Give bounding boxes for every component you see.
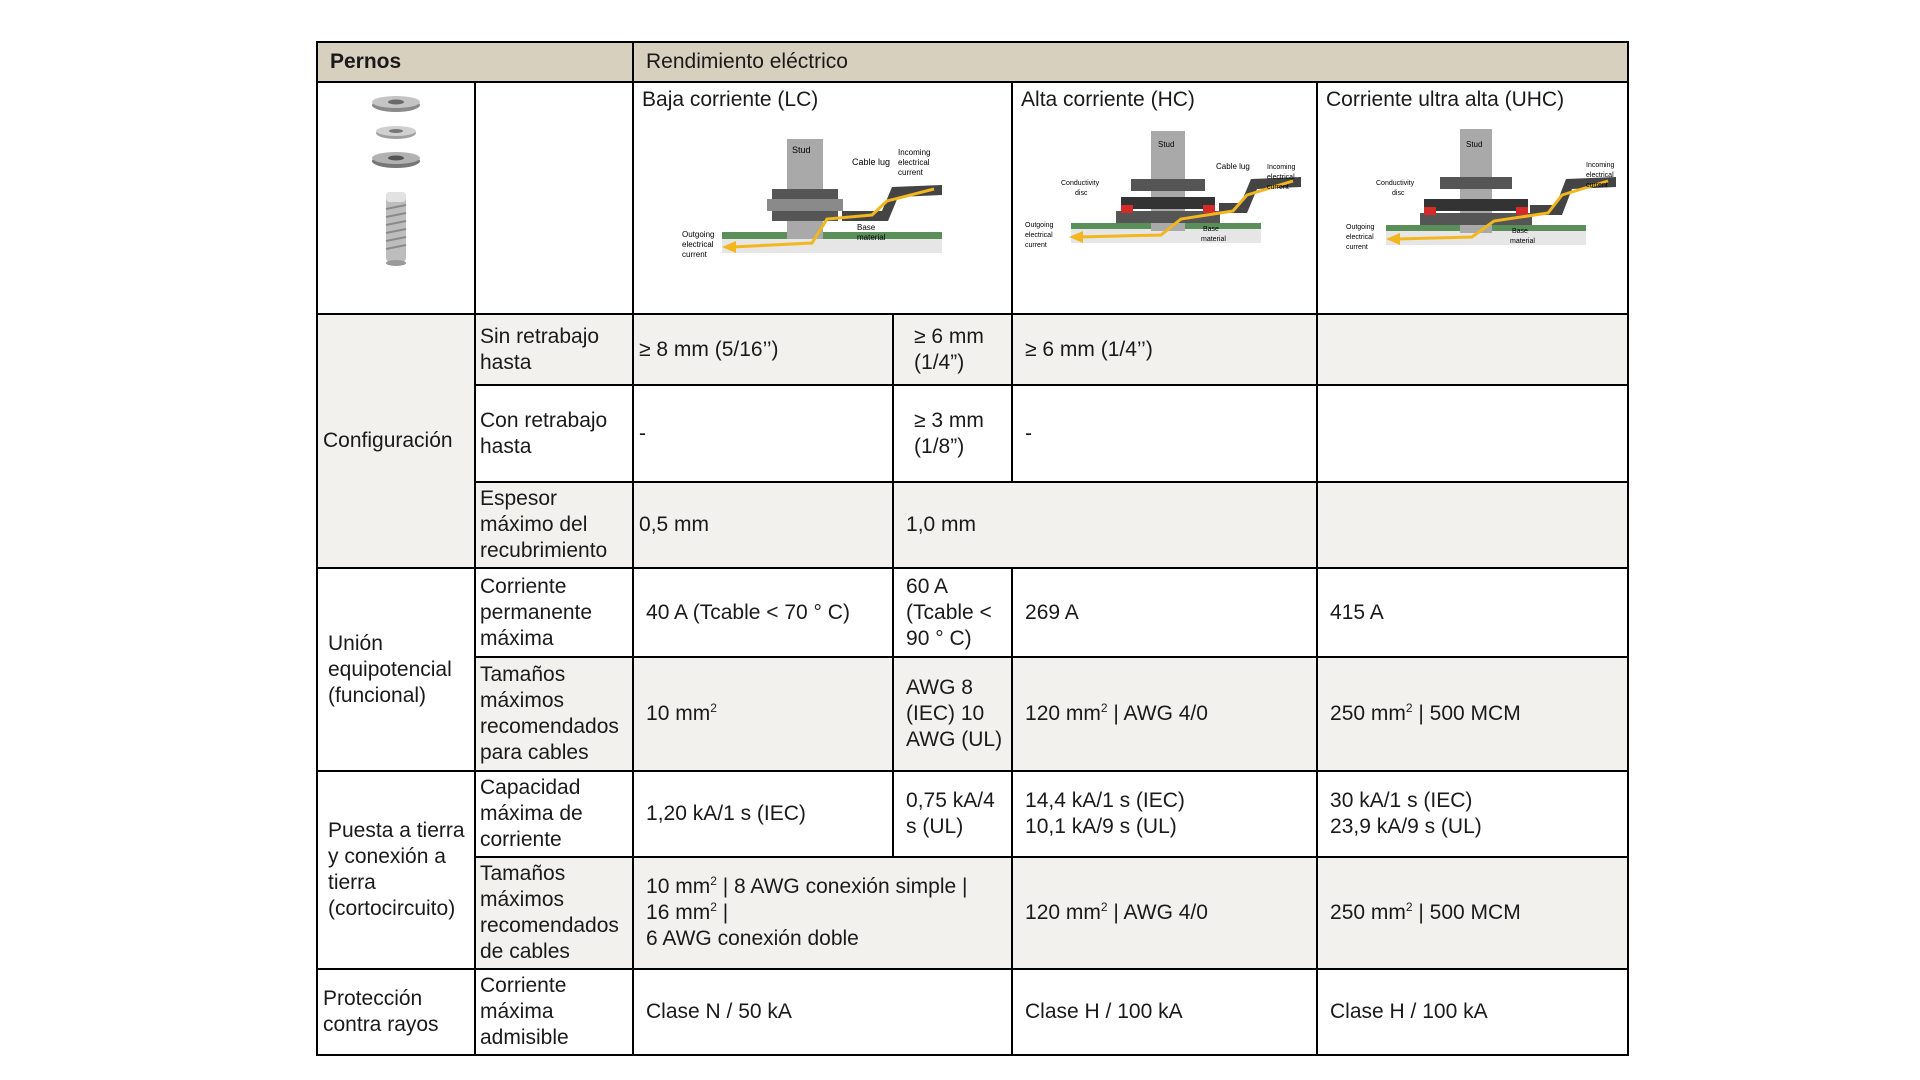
cell-sin-retrabajo-hc: ≥ 6 mm (1/4’’) xyxy=(1012,314,1317,385)
value-line-3: 6 AWG conexión doble xyxy=(646,927,859,950)
value-text: 120 mm xyxy=(1025,901,1101,924)
uhc-diagram xyxy=(1326,119,1621,269)
cell-tamanos-func-lc-a xyxy=(633,657,893,771)
superscript: 2 xyxy=(710,874,717,888)
uhc-base-label-1: Base xyxy=(1512,228,1528,235)
hc-incoming-label-2: electrical xyxy=(1267,174,1295,181)
uhc-outgoing-label-3: current xyxy=(1346,244,1368,251)
superscript: 2 xyxy=(1100,900,1108,914)
value-text: 10 mm xyxy=(646,702,711,725)
row-label-capacidad: Capacidad máxima de corriente xyxy=(475,771,633,857)
hc-column-title: Alta corriente (HC) xyxy=(1021,88,1195,111)
cell-con-retrabajo-lc-b: ≥ 3 mm (1/8”) xyxy=(893,385,1012,482)
uhc-conductivity-label-1: Conductivity xyxy=(1376,180,1415,187)
uhc-column-title: Corriente ultra alta (UHC) xyxy=(1326,88,1565,111)
incoming-label-1: Incoming xyxy=(898,148,931,157)
value-text: | AWG 4/0 xyxy=(1107,702,1208,725)
incoming-label-3: current xyxy=(898,168,923,177)
hc-diagram xyxy=(1021,119,1311,269)
value-line-2: 23,9 kA/9 s (UL) xyxy=(1330,815,1482,838)
value-text: | AWG 4/0 xyxy=(1107,901,1208,924)
spec-table xyxy=(316,41,1629,1056)
empty-cell xyxy=(475,82,633,314)
cell-capacidad-hc xyxy=(1012,771,1317,857)
group-puesta-a-tierra: Puesta a tierra y conexión a tierra (cortocircuito) xyxy=(317,771,475,969)
value-line-1: 30 kA/1 s (IEC) xyxy=(1330,789,1473,812)
hc-outgoing-label-2: electrical xyxy=(1025,232,1053,239)
cell-corriente-perm-lc-a: 40 A (Tcable < 70 ° C) xyxy=(633,568,893,657)
cell-sin-retrabajo-lc-a: ≥ 8 mm (5/16’’) xyxy=(633,314,893,385)
base-label-2: material xyxy=(857,233,886,242)
row-label-sin-retrabajo: Sin retrabajo hasta xyxy=(475,314,633,385)
uhc-outgoing-label-1: Outgoing xyxy=(1346,224,1375,231)
header-rendimiento: Rendimiento eléctrico xyxy=(633,42,1628,82)
cell-rayos-lc: Clase N / 50 kA xyxy=(633,969,1012,1055)
header-pernos: Pernos xyxy=(317,42,633,82)
row-label-corriente-admisible: Corriente máxima admisible xyxy=(475,969,633,1055)
superscript: 2 xyxy=(710,900,717,914)
hc-column-cell xyxy=(1012,82,1317,314)
uhc-incoming-label-3: current xyxy=(1586,182,1608,189)
cell-corriente-perm-lc-b: 60 A (Tcable < 90 ° C) xyxy=(893,568,1012,657)
cell-espesor-lc-b: 1,0 mm xyxy=(893,482,1317,568)
cell-tamanos-func-hc xyxy=(1012,657,1317,771)
cell-tamanos-func-lc-b: AWG 8 (IEC) 10 AWG (UL) xyxy=(893,657,1012,771)
outgoing-label-1: Outgoing xyxy=(682,230,715,239)
superscript: 2 xyxy=(1405,701,1413,715)
hc-cable-lug-label: Cable lug xyxy=(1216,162,1250,171)
cell-espesor-lc-a: 0,5 mm xyxy=(633,482,893,568)
base-label-1: Base xyxy=(857,223,876,232)
cell-corriente-perm-hc: 269 A xyxy=(1012,568,1317,657)
row-label-tamanos-cc: Tamaños máximos recomendados de cables xyxy=(475,857,633,969)
value-text: | 500 MCM xyxy=(1412,901,1521,924)
uhc-conductivity-label-2: disc xyxy=(1392,190,1405,197)
row-label-corriente-permanente: Corriente permanente máxima xyxy=(475,568,633,657)
incoming-label-2: electrical xyxy=(898,158,930,167)
group-union-equipotencial: Unión equipotencial (funcional) xyxy=(317,568,475,771)
hc-base-label-1: Base xyxy=(1203,226,1219,233)
hc-outgoing-label-3: current xyxy=(1025,242,1047,249)
cell-capacidad-uhc xyxy=(1317,771,1628,857)
value-line-1: 14,4 kA/1 s (IEC) xyxy=(1025,789,1185,812)
group-proteccion-rayos: Protección contra rayos xyxy=(317,969,475,1055)
stud-label: Stud xyxy=(792,145,811,155)
value-text: 250 mm xyxy=(1330,702,1406,725)
cell-espesor-uhc xyxy=(1317,482,1628,568)
hc-stud-label: Stud xyxy=(1158,140,1175,149)
outgoing-label-3: current xyxy=(682,250,707,259)
superscript: 2 xyxy=(710,701,717,715)
outgoing-label-2: electrical xyxy=(682,240,714,249)
stud-image-cell xyxy=(317,82,475,314)
cell-con-retrabajo-hc: - xyxy=(1012,385,1317,482)
cable-lug-label: Cable lug xyxy=(852,157,891,167)
cell-tamanos-func-uhc xyxy=(1317,657,1628,771)
value-text: 10 mm xyxy=(646,875,711,898)
cell-rayos-hc: Clase H / 100 kA xyxy=(1012,969,1317,1055)
uhc-outgoing-label-2: electrical xyxy=(1346,234,1374,241)
hc-incoming-label-3: current xyxy=(1267,184,1289,191)
cell-rayos-uhc: Clase H / 100 kA xyxy=(1317,969,1628,1055)
cell-tamanos-cc-lc xyxy=(633,857,1012,969)
cell-con-retrabajo-uhc xyxy=(1317,385,1628,482)
uhc-stud-label: Stud xyxy=(1466,140,1483,149)
hc-conductivity-label-1: Conductivity xyxy=(1061,180,1100,187)
row-label-espesor: Espesor máximo del recubrimiento xyxy=(475,482,633,568)
value-line-2: 10,1 kA/9 s (UL) xyxy=(1025,815,1177,838)
row-label-tamanos-func: Tamaños máximos recomendados para cables xyxy=(475,657,633,771)
hc-incoming-label-1: Incoming xyxy=(1267,164,1296,171)
value-text: 120 mm xyxy=(1025,702,1101,725)
group-configuracion: Configuración xyxy=(317,314,475,568)
value-text: 16 mm xyxy=(646,901,711,924)
hc-base-label-2: material xyxy=(1201,236,1226,243)
row-label-con-retrabajo: Con retrabajo hasta xyxy=(475,385,633,482)
lc-diagram xyxy=(642,119,942,269)
cell-tamanos-cc-hc xyxy=(1012,857,1317,969)
cell-sin-retrabajo-uhc xyxy=(1317,314,1628,385)
lc-column-title: Baja corriente (LC) xyxy=(642,88,819,111)
cell-capacidad-lc-b: 0,75 kA/4 s (UL) xyxy=(893,771,1012,857)
cell-capacidad-lc-a: 1,20 kA/1 s (IEC) xyxy=(633,771,893,857)
uhc-base-label-2: material xyxy=(1510,238,1535,245)
hc-outgoing-label-1: Outgoing xyxy=(1025,222,1054,229)
lc-column-cell xyxy=(633,82,1012,314)
uhc-column-cell xyxy=(1317,82,1628,314)
superscript: 2 xyxy=(1100,701,1108,715)
cell-sin-retrabajo-lc-b: ≥ 6 mm (1/4”) xyxy=(893,314,1012,385)
value-text: | xyxy=(716,901,729,924)
cell-tamanos-cc-uhc xyxy=(1317,857,1628,969)
value-text: 250 mm xyxy=(1330,901,1406,924)
value-line-2 xyxy=(646,900,1006,926)
value-line-1 xyxy=(646,874,1006,900)
stud-parts-image xyxy=(366,87,426,277)
superscript: 2 xyxy=(1405,900,1413,914)
hc-conductivity-label-2: disc xyxy=(1075,190,1088,197)
cell-corriente-perm-uhc: 415 A xyxy=(1317,568,1628,657)
cell-con-retrabajo-lc-a: - xyxy=(633,385,893,482)
value-text: | 8 AWG conexión simple | xyxy=(716,875,968,898)
uhc-incoming-label-2: electrical xyxy=(1586,172,1614,179)
value-text: | 500 MCM xyxy=(1412,702,1521,725)
uhc-incoming-label-1: Incoming xyxy=(1586,162,1615,169)
